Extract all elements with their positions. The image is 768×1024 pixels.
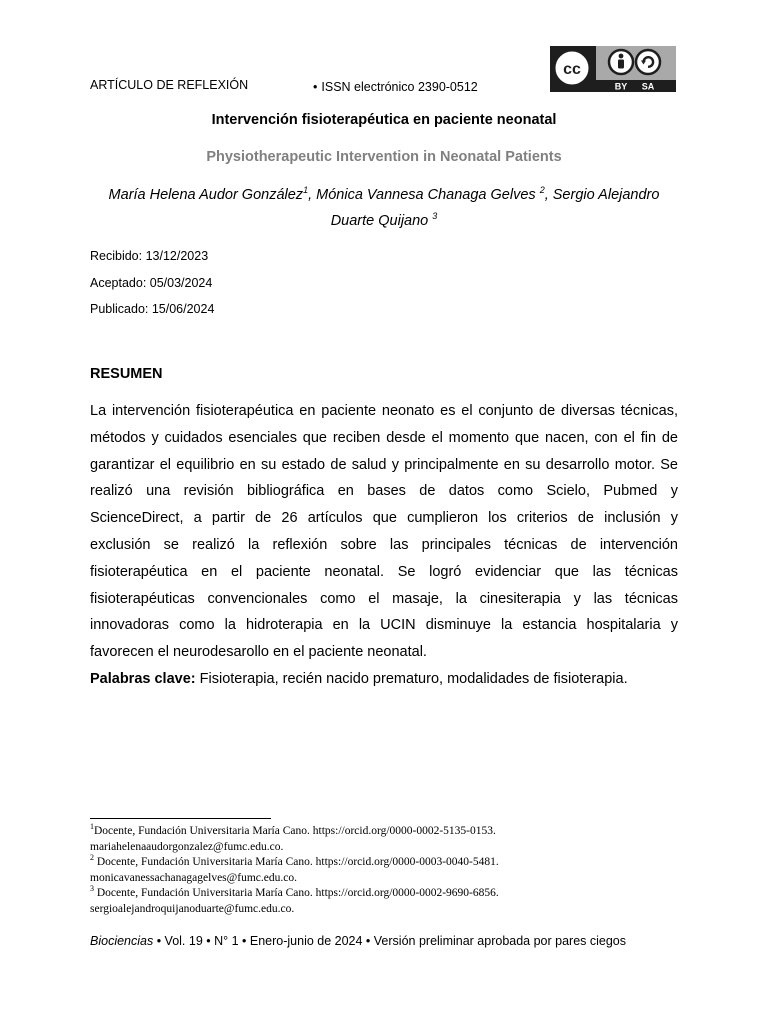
author-3-affiliation-mark: 3 <box>432 211 438 222</box>
abstract-heading: RESUMEN <box>90 366 163 382</box>
issn-text: ISSN electrónico 2390-0512 <box>321 80 478 94</box>
author-list <box>90 182 678 234</box>
footnote-mark: 3 <box>90 884 94 894</box>
author-2: Mónica Vannesa Chanaga Gelves <box>316 187 540 203</box>
abstract-line: La intervención fisioterapéutica en paciente neonato es el conjunto de diversas técnicas, <box>90 403 678 419</box>
author-3-last: Duarte Quijano <box>330 213 433 229</box>
abstract-body <box>90 398 678 666</box>
footnote-divider <box>90 818 271 819</box>
journal-issue-info: • Vol. 19 • N° 1 • Enero-junio de 2024 • Versión preliminar aprobada por pares ciegos <box>153 934 627 948</box>
title-spanish: Intervención fisioterapéutica en paciente neonatal <box>211 112 557 128</box>
author-2-affiliation-mark: 2 <box>539 185 545 196</box>
keywords-list: Fisioterapia, recién nacido prematuro, modalidades de fisioterapia. <box>195 671 628 687</box>
by-label: BY <box>614 81 628 92</box>
journal-name: Biociencias <box>90 934 154 948</box>
footnote-mark: 2 <box>90 853 94 863</box>
sa-label: SA <box>641 81 655 92</box>
abstract-line: favorecen el neurodesarollo en el paciente neonatal. <box>90 644 427 661</box>
accepted-date: Aceptado: 05/03/2024 <box>90 276 213 290</box>
keywords-label: Palabras clave: <box>90 671 196 687</box>
footnote-mark: 1 <box>90 822 94 832</box>
footnote-affiliation: Docente, Fundación Universitaria María Cano. https://orcid.org/0000-0002-9690-6856. <box>94 887 499 899</box>
footnote-1 <box>90 824 690 840</box>
author-1: María Helena Audor González <box>108 187 304 203</box>
footnote-2 <box>90 855 690 871</box>
footnote-affiliation: Docente, Fundación Universitaria María Cano. https://orcid.org/0000-0003-0040-5481. <box>94 856 499 868</box>
abstract-line: fisioterapéutica en el paciente neonatal. Se logró evidenciar que las técnicas <box>90 563 678 580</box>
author-3-first: Sergio Alejandro <box>552 187 660 203</box>
footnote-2-email[interactable]: monicavanessachanagagelves@fumc.edu.co. <box>90 871 297 884</box>
published-date: Publicado: 15/06/2024 <box>90 302 215 316</box>
footnotes <box>90 824 690 917</box>
author-1-affiliation-mark: 1 <box>303 185 309 196</box>
cc-by-sa-license-badge[interactable] <box>550 46 676 92</box>
keywords <box>90 669 628 689</box>
abstract-line: innovadoras como la hidroterapia en la UCIN disminuye la estancia hospitalaria y <box>90 617 678 634</box>
title-english: Physiotherapeutic Intervention in Neonatal Patients <box>206 149 562 165</box>
abstract-line: realizó una revisión bibliográfica en bases de datos como Scielo, Pubmed y <box>90 483 678 500</box>
footnote-3-email[interactable]: sergioalejandroquijanoduarte@fumc.edu.co. <box>90 902 295 915</box>
issn-label <box>313 80 478 94</box>
abstract-line: ScienceDirect, a partir de 26 artículos que cumplieron los criterios de inclusión y <box>90 510 678 527</box>
author-separator: , <box>308 187 317 203</box>
abstract-line: métodos y cuidados esenciales que reciben desde el momento que nacen, con el fin de <box>90 429 678 446</box>
article-type-label: ARTÍCULO DE REFLEXIÓN <box>90 78 249 92</box>
footnote-3 <box>90 886 690 902</box>
abstract-line: fisioterapéuticas convencionales como el masaje, la cinesiterapia y las técnicas <box>90 590 678 607</box>
sa-icon <box>636 50 660 74</box>
footnote-affiliation: Docente, Fundación Universitaria María Cano. https://orcid.org/0000-0002-5135-0153. <box>94 825 496 837</box>
received-date: Recibido: 13/12/2023 <box>90 249 209 263</box>
abstract-line: exclusión se realizó la reflexión sobre las principales técnicas de intervención <box>90 536 678 553</box>
cc-icon-text: cc <box>563 61 581 78</box>
author-separator: , <box>544 187 553 203</box>
journal-footer <box>90 934 626 948</box>
abstract-line: garantizar el equilibrio en su estado de salud y principalmente en su desarrollo motor. Se <box>90 456 678 473</box>
issn-bullet: • <box>313 80 318 94</box>
footnote-1-email[interactable]: mariahelenaaudorgonzalez@fumc.edu.co. <box>90 840 284 853</box>
